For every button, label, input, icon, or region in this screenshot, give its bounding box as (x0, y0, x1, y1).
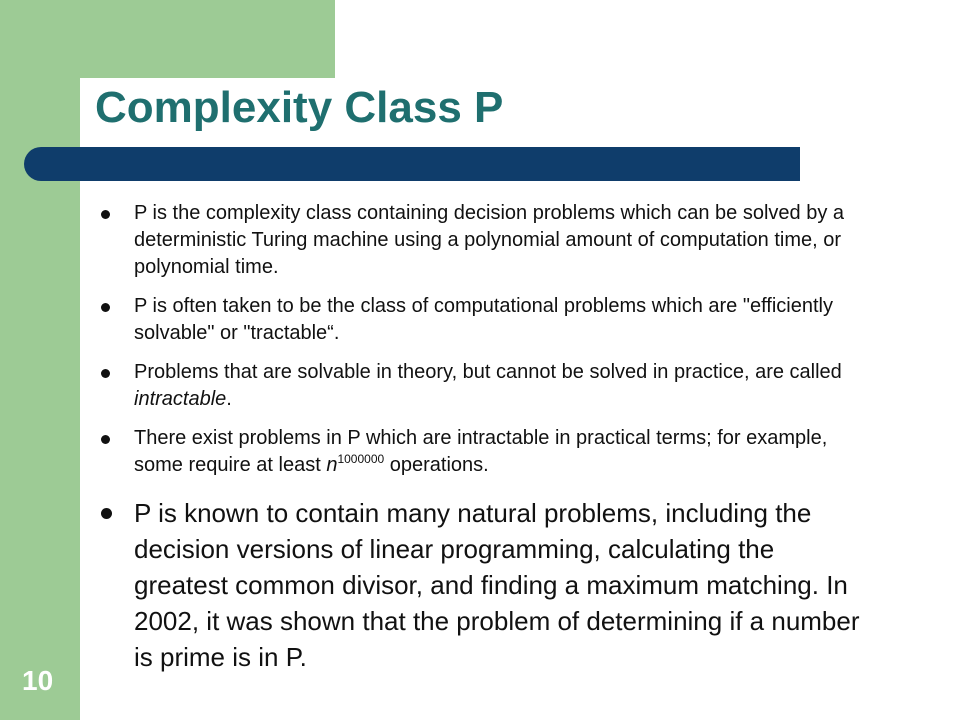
slide-number: 10 (22, 665, 54, 696)
bullet-item (100, 495, 860, 675)
bullet-item (100, 425, 860, 479)
bullet-text-lead: Problems that are solvable in theory, but cannot be solved in practice, are called (134, 361, 842, 383)
bullet-text: P is the complexity class containing decision problems which can be solved by a deterministic Turing machine using a polynomial amount of computation time, or polynomial time. (134, 202, 844, 278)
bullet-text-tail: operations. (384, 454, 489, 476)
bullet-dot (101, 508, 112, 519)
bullet-dot (101, 369, 110, 378)
bullet-math-variable: n (326, 454, 338, 476)
bullet-item (100, 359, 860, 413)
left-accent-strip (0, 0, 80, 720)
top-accent-block (80, 0, 335, 78)
slide-title: Complexity Class P (95, 83, 504, 132)
bullet-dot (101, 303, 110, 312)
bullet-list (100, 200, 860, 687)
bullet-dot (101, 210, 110, 219)
bullet-text-lead: There exist problems in P which are intractable in practical terms; for example, some require at least (134, 427, 828, 476)
bullet-item (100, 200, 860, 281)
bullet-item (100, 293, 860, 347)
bullet-text: P is known to contain many natural problems, including the decision versions of linear programming, calculating the greatest common divisor, and finding a maximum matching. In 2002, it was shown that the problem of determining if a number is prime is in P. (134, 498, 860, 672)
bullet-text-tail: . (226, 388, 232, 410)
title-underline-bar (24, 147, 800, 181)
bullet-text: P is often taken to be the class of computational problems which are "efficiently solvable" or "tractable“. (134, 295, 833, 344)
bullet-dot (101, 435, 110, 444)
bullet-math-exponent: 1000000 (337, 452, 385, 466)
bullet-text-emphasis: intractable (134, 388, 227, 410)
